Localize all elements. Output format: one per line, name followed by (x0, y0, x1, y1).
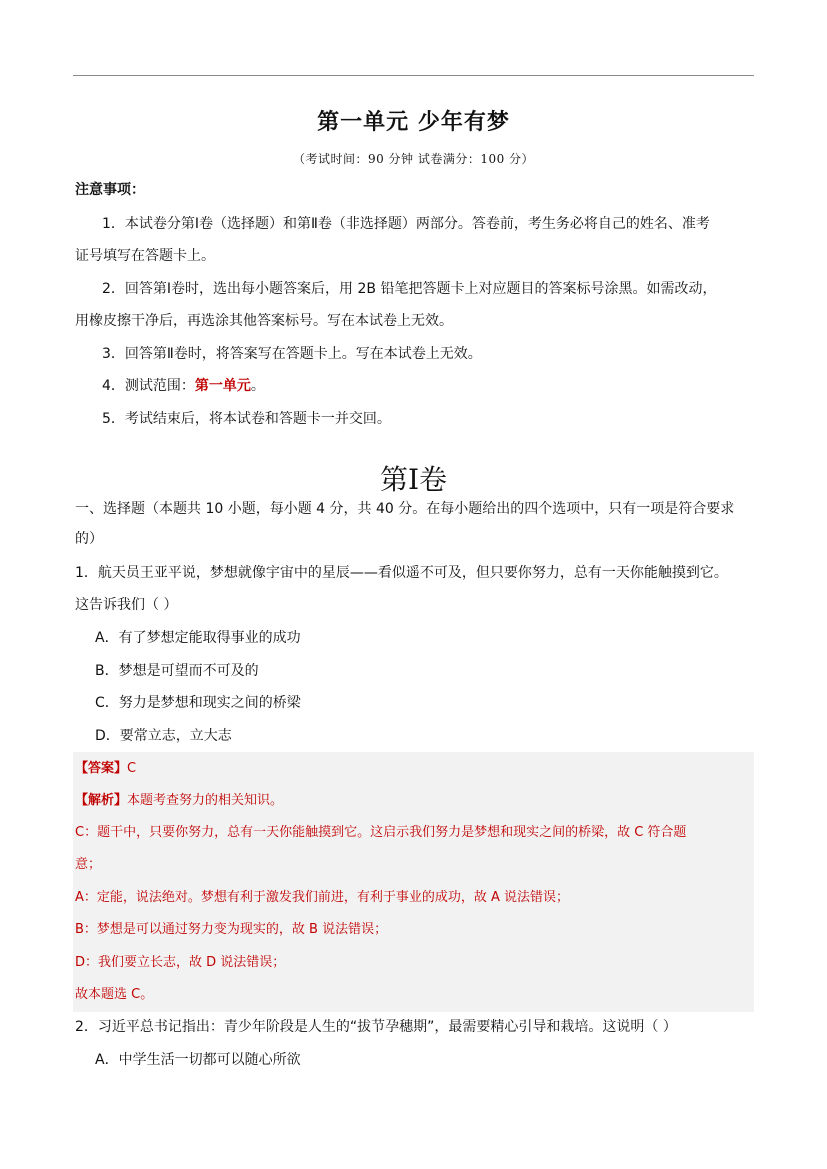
explain-line: 意； (75, 857, 102, 872)
scope-label: 4．测试范围： (102, 378, 195, 394)
scope-value: 第一单元 (194, 378, 251, 394)
section-heading: 一、选择题（本题共 10 小题，每小题 4 分，共 40 分。在每小题给出的四个选项中，只有一项是符合要求 (75, 501, 735, 517)
explain-line: C：题干中，只要你努力，总有一天你能触摸到它。这启示我们努力是梦想和现实之间的桥梁，故 C 符合题 (75, 825, 687, 840)
notice-heading: 注意事项： (75, 182, 145, 198)
header-rule (73, 75, 754, 76)
question-stem: 2．习近平总书记指出：青少年阶段是人生的“拔节孕穗期”，最需要精心引导和栽培。这说明（ ） (75, 1019, 677, 1035)
question-stem: 1．航天员王亚平说，梦想就像宇宙中的星辰——看似遥不可及，但只要你努力，总有一天你能触摸到它。 (75, 565, 728, 581)
explain-line: B：梦想是可以通过努力变为现实的，故 B 说法错误； (75, 922, 388, 937)
question-stem: 这告诉我们（ ） (75, 597, 178, 613)
notice-line: 1．本试卷分第Ⅰ卷（选择题）和第Ⅱ卷（非选择题）两部分。答卷前，考生务必将自己的姓名、准考 (102, 216, 710, 232)
option-b: B．梦想是可望而不可及的 (95, 663, 259, 679)
page-title: 第一单元 少年有梦 (317, 109, 510, 135)
analysis-value: 本题考查努力的相关知识。 (127, 793, 284, 808)
analysis-label: 【解析】 (75, 793, 128, 808)
notice-line: 5．考试结束后，将本试卷和答题卡一并交回。 (102, 411, 391, 427)
notice-line: 用橡皮擦干净后，再选涂其他答案标号。写在本试卷上无效。 (75, 313, 453, 329)
section-heading-cont: 的） (75, 531, 103, 547)
notice-line-scope (102, 376, 782, 396)
answer-value: C (127, 761, 137, 776)
exam-info: （考试时间：90 分钟 试卷满分：100 分） (292, 152, 535, 166)
explain-line: D：我们要立长志，故 D 说法错误； (75, 955, 286, 970)
answer-line (75, 759, 755, 779)
explain-line: 故本题选 C。 (75, 987, 154, 1002)
analysis-line (75, 791, 755, 811)
option-a: A．中学生活一切都可以随心所欲 (95, 1052, 301, 1068)
notice-line: 证号填写在答题卡上。 (75, 248, 215, 264)
scope-suffix: 。 (250, 378, 265, 394)
notice-line: 2．回答第Ⅰ卷时，选出每小题答案后，用 2B 铅笔把答题卡上对应题目的答案标号涂黑。如需改动， (102, 281, 717, 297)
explain-line: A：定能，说法绝对。梦想有利于激发我们前进，有利于事业的成功，故 A 说法错误； (75, 890, 570, 905)
answer-label: 【答案】 (75, 761, 128, 776)
option-c: C．努力是梦想和现实之间的桥梁 (95, 695, 301, 711)
notice-line: 3．回答第Ⅱ卷时，将答案写在答题卡上。写在本试卷上无效。 (102, 346, 482, 362)
volume-heading: 第Ⅰ卷 (379, 463, 448, 496)
option-d: D．要常立志，立大志 (95, 728, 232, 744)
option-a: A．有了梦想定能取得事业的成功 (95, 630, 301, 646)
